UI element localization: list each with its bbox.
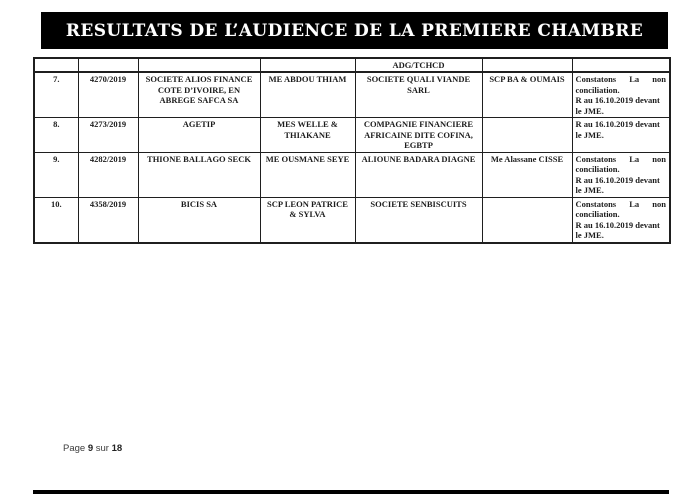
- table-row: [34, 72, 670, 118]
- page-number: [63, 443, 122, 454]
- decision-conciliation-text: Constatons La non conciliation.: [575, 198, 666, 220]
- case-number-cell: 4358/2019: [78, 197, 138, 243]
- decision-cell: [572, 197, 670, 243]
- defendant-cell: COMPAGNIE FINANCIERE AFRICAINE DITE COFINA, EGBTP: [355, 118, 482, 153]
- bottom-banner-edge: [33, 490, 669, 494]
- decision-conciliation-text: Constatons La non conciliation.: [575, 74, 666, 95]
- case-number-cell: 4270/2019: [78, 72, 138, 118]
- decision-cell: [572, 152, 670, 197]
- decision-renvoi-text: R au 16.10.2019 devant le JME.: [575, 119, 660, 140]
- page-number-separator: sur: [93, 443, 112, 454]
- page-number-prefix: Page: [63, 443, 88, 454]
- defendant-cell: ALIOUNE BADARA DIAGNE: [355, 152, 482, 197]
- table-row: [34, 152, 670, 197]
- subheader-cell: [138, 58, 260, 72]
- decision-renvoi-text: R au 16.10.2019 devant le JME.: [575, 174, 660, 196]
- defendant-counsel-cell: SCP BA & OUMAIS: [482, 72, 572, 118]
- subheader-cell: [260, 58, 355, 72]
- subheader-cell: [34, 58, 78, 72]
- row-number-cell: 8.: [34, 118, 78, 153]
- page-number-total: 18: [111, 443, 123, 454]
- table-row: [34, 118, 670, 153]
- title-banner: [41, 12, 668, 49]
- plaintiff-cell: SOCIETE ALIOS FINANCE COTE D’IVOIRE, EN ABREGE SAFCA SA: [138, 72, 260, 118]
- decision-renvoi-text: R au 16.10.2019 devant le JME.: [575, 95, 660, 116]
- subheader-cell: [572, 58, 670, 72]
- audience-results-table: [33, 57, 671, 244]
- results-table-body: [34, 58, 670, 243]
- defendant-counsel-cell: Me Alassane CISSE: [482, 152, 572, 197]
- plaintiff-cell: BICIS SA: [138, 197, 260, 243]
- defendant-cell: SOCIETE QUALI VIANDE SARL: [355, 72, 482, 118]
- row-number-cell: 9.: [34, 152, 78, 197]
- case-number-cell: 4273/2019: [78, 118, 138, 153]
- plaintiff-counsel-cell: ME OUSMANE SEYE: [260, 152, 355, 197]
- plaintiff-cell: AGETIP: [138, 118, 260, 153]
- defendant-counsel-cell: [482, 197, 572, 243]
- decision-conciliation-text: Constatons La non conciliation.: [575, 153, 666, 175]
- decision-renvoi-text: R au 16.10.2019 devant le JME.: [575, 219, 660, 241]
- case-number-cell: 4282/2019: [78, 152, 138, 197]
- decision-cell: [572, 118, 670, 153]
- plaintiff-counsel-cell: ME ABDOU THIAM: [260, 72, 355, 118]
- defendant-counsel-cell: [482, 118, 572, 153]
- plaintiff-counsel-cell: SCP LEON PATRICE & SYLVA: [260, 197, 355, 243]
- row-number-cell: 10.: [34, 197, 78, 243]
- plaintiff-cell: THIONE BALLAGO SECK: [138, 152, 260, 197]
- table-subheader-row: [34, 58, 670, 72]
- row-number-cell: 7.: [34, 72, 78, 118]
- page-title: RESULTATS DE L’AUDIENCE DE LA PREMIERE CHAMBRE: [65, 20, 644, 41]
- subheader-cell-adg-tchcd: ADG/TCHCD: [355, 58, 482, 72]
- plaintiff-counsel-cell: MES WELLE & THIAKANE: [260, 118, 355, 153]
- page-number-current: 9: [87, 443, 94, 454]
- table-row: [34, 197, 670, 243]
- subheader-cell: [78, 58, 138, 72]
- decision-cell: [572, 72, 670, 118]
- defendant-cell: SOCIETE SENBISCUITS: [355, 197, 482, 243]
- subheader-cell: [482, 58, 572, 72]
